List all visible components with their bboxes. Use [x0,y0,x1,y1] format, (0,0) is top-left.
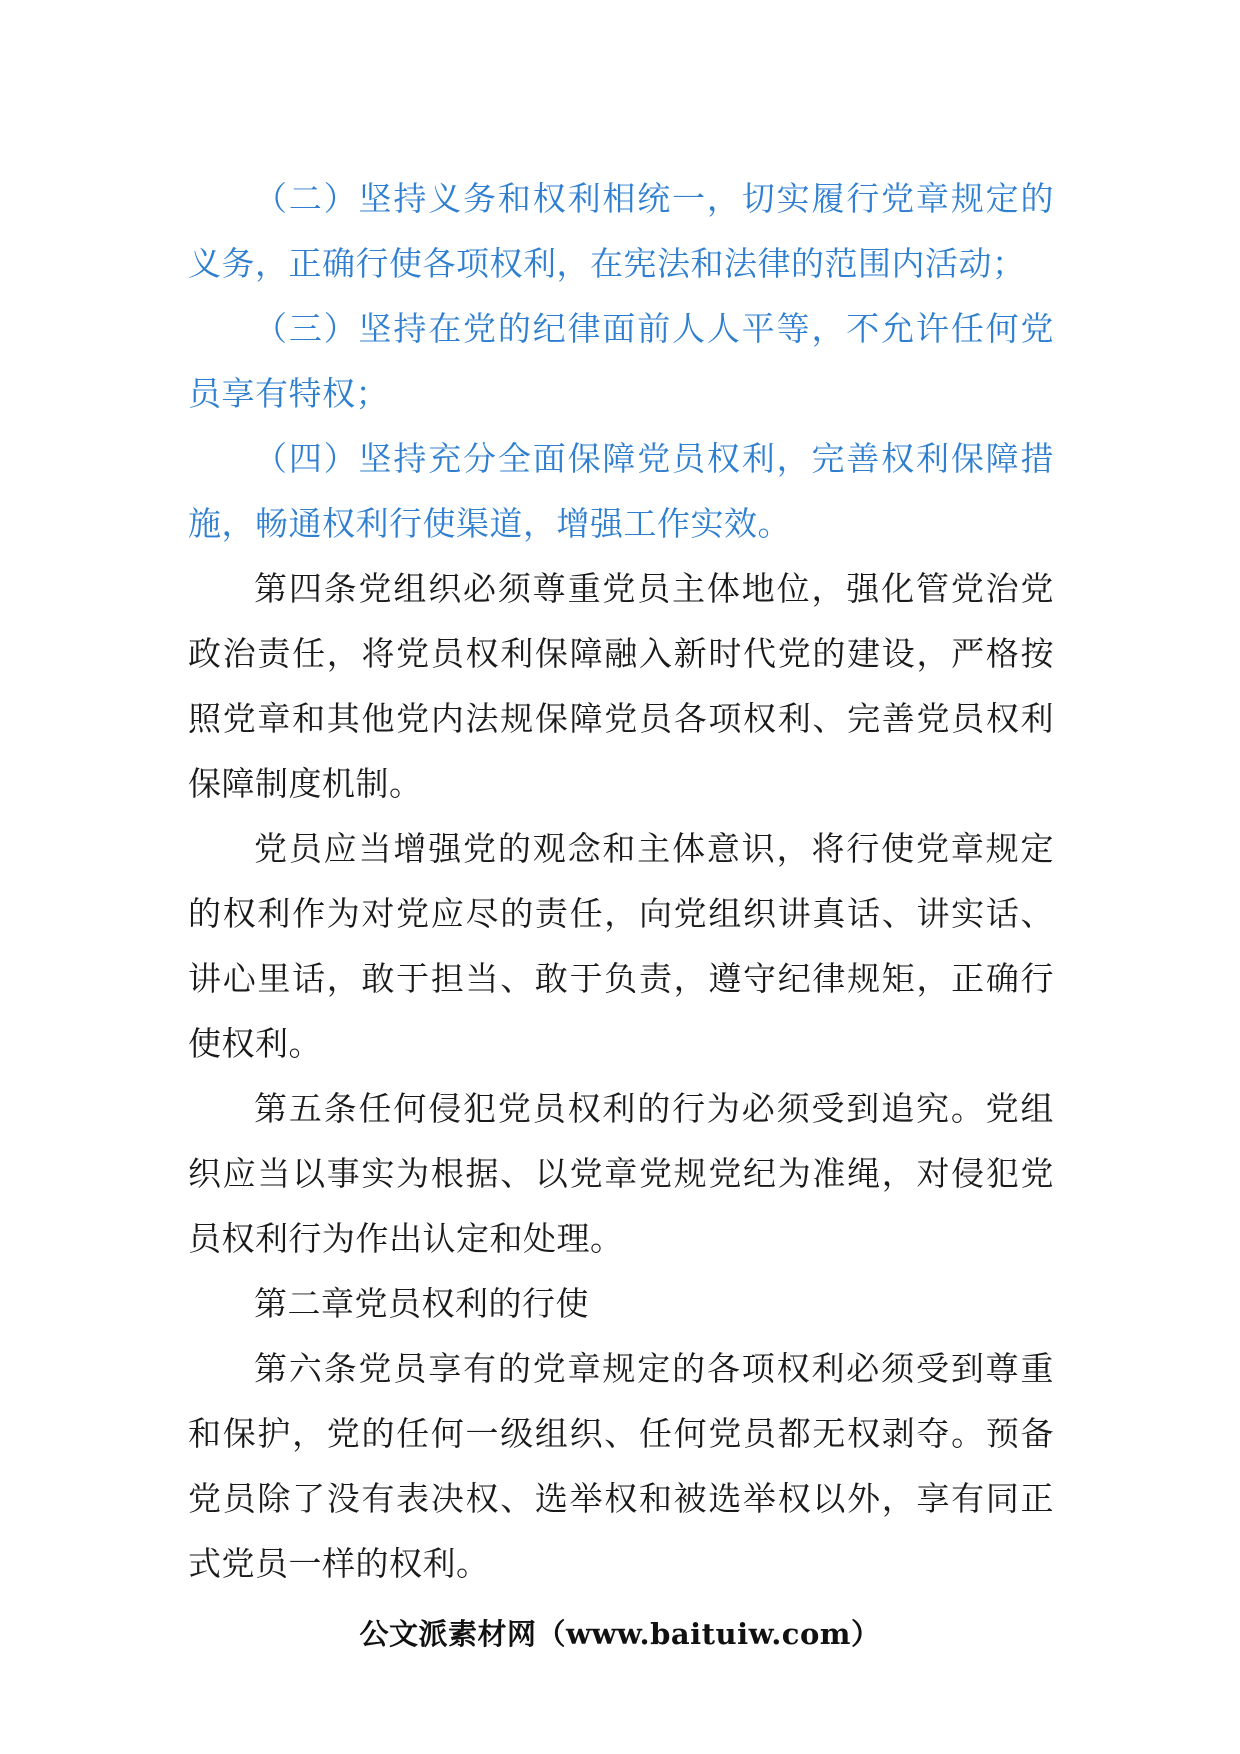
document-body [188,166,1054,1596]
paragraph-article-6: 第六条党员享有的党章规定的各项权利必须受到尊重和保护，党的任何一级组织、任何党员都无权剥夺。预备党员除了没有表决权、选举权和被选举权以外，享有同正式党员一样的权利。 [188,1349,1054,1583]
paragraph-principle-2: （二）坚持义务和权利相统一，切实履行党章规定的义务，正确行使各项权利，在宪法和法律的范围内活动； [188,179,1054,283]
chapter-heading: 第二章党员权利的行使 [254,1284,589,1323]
paragraph-article-4-members: 党员应当增强党的观念和主体意识，将行使党章规定的权利作为对党应尽的责任，向党组织讲真话、讲实话、讲心里话，敢于担当、敢于负责，遵守纪律规矩，正确行使权利。 [188,829,1054,1063]
paragraph-principle-3: （三）坚持在党的纪律面前人人平等，不允许任何党员享有特权； [188,309,1054,413]
paragraph-article-5: 第五条任何侵犯党员权利的行为必须受到追究。党组织应当以事实为根据、以党章党规党纪为准绳，对侵犯党员权利行为作出认定和处理。 [188,1089,1054,1258]
paragraph-principle-4: （四）坚持充分全面保障党员权利，完善权利保障措施，畅通权利行使渠道，增强工作实效。 [188,439,1054,543]
paragraph-article-4: 第四条党组织必须尊重党员主体地位，强化管党治党政治责任，将党员权利保障融入新时代党的建设，严格按照党章和其他党内法规保障党员各项权利、完善党员权利保障制度机制。 [188,569,1054,803]
footer-watermark: 公文派素材网（www.baituiw.com） [359,1617,881,1651]
